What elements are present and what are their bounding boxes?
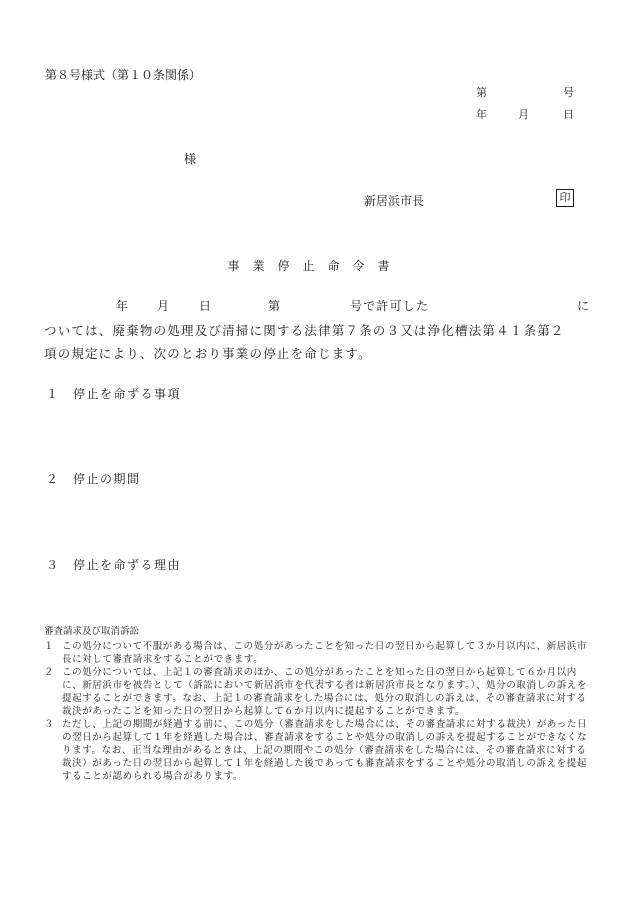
- body-line-3: 項の規定により、次のとおり事業の停止を命じます。: [44, 346, 372, 361]
- section-suspension-reason: ３ 停止を命ずる理由: [46, 558, 182, 572]
- issuer-name: 新居浜市長: [364, 194, 425, 208]
- form-number: 第８号様式（第１０条関係）: [45, 68, 202, 82]
- seal-stamp: 印: [556, 189, 574, 207]
- permit-number-prefix: 第: [268, 299, 281, 313]
- permit-number-suffix: 号で許可した: [350, 299, 430, 313]
- appeal-notice-heading: 審査請求及び取消訴訟: [44, 626, 140, 637]
- document-number-prefix: 第: [476, 86, 487, 99]
- issue-date-day: 日: [563, 108, 574, 121]
- issue-date-year: 年: [476, 108, 487, 121]
- appeal-notice: [44, 625, 589, 783]
- appeal-notice-item: [44, 666, 589, 718]
- section-suspension-period: ２ 停止の期間: [46, 472, 141, 486]
- permit-date-month: 月: [157, 299, 170, 313]
- appeal-notice-item-text: この処分については、上記１の審査請求のほか、この処分があったことを知った日の翌日から起算して６か月以内に、新居浜市を被告として（訴訟において新居浜市を代表する者は新居浜市長となります。）、処分の取消しの訴えを提起することができます。なお、上記１の審査請求をした場合には、処分の取消しの訴えは、その審査請求に対する裁決があったことを知った日の翌日から起算して６か月以内に提起することができます。: [62, 667, 588, 717]
- appeal-notice-item: [44, 718, 589, 783]
- appeal-notice-item-number: ２: [44, 667, 55, 678]
- appeal-notice-item-number: ３: [44, 719, 55, 730]
- permit-date-day: 日: [199, 299, 212, 313]
- appeal-notice-item-text: この処分について不服がある場合は、この処分があったことを知った日の翌日から起算して３か月以内に、新居浜市長に対して審査請求をすることができます。: [62, 641, 587, 665]
- body-particle-ni: に: [577, 299, 590, 313]
- permit-date-year: 年: [116, 299, 129, 313]
- appeal-notice-item-text: ただし、上記の期間が経過する前に、この処分（審査請求をした場合には、その審査請求に対する裁決）があった日の翌日から起算して１年を経過した場合は、審査請求をすることや処分の取消しの訴えを提起することができなくなります。なお、正当な理由があるときは、上記の期間やこの処分（審査請求をした場合には、その審査請求に対する裁決）があった日の翌日から起算して１年を経過した後であっても審査請求をすることや処分の取消しの訴えを提起することが認められる場合があります。: [62, 719, 588, 782]
- document-number-suffix: 号: [563, 86, 574, 99]
- appeal-notice-item-number: １: [44, 641, 55, 652]
- issue-date-month: 月: [518, 108, 529, 121]
- document-title: 事業停止命令書: [227, 259, 403, 273]
- appeal-notice-item: [44, 640, 589, 666]
- body-line-2: ついては、廃棄物の処理及び清掃に関する法律第７条の３又は浄化槽法第４１条第２: [44, 323, 565, 338]
- section-suspended-matters: １ 停止を命ずる事項: [46, 387, 182, 401]
- addressee-honorific: 様: [184, 152, 197, 166]
